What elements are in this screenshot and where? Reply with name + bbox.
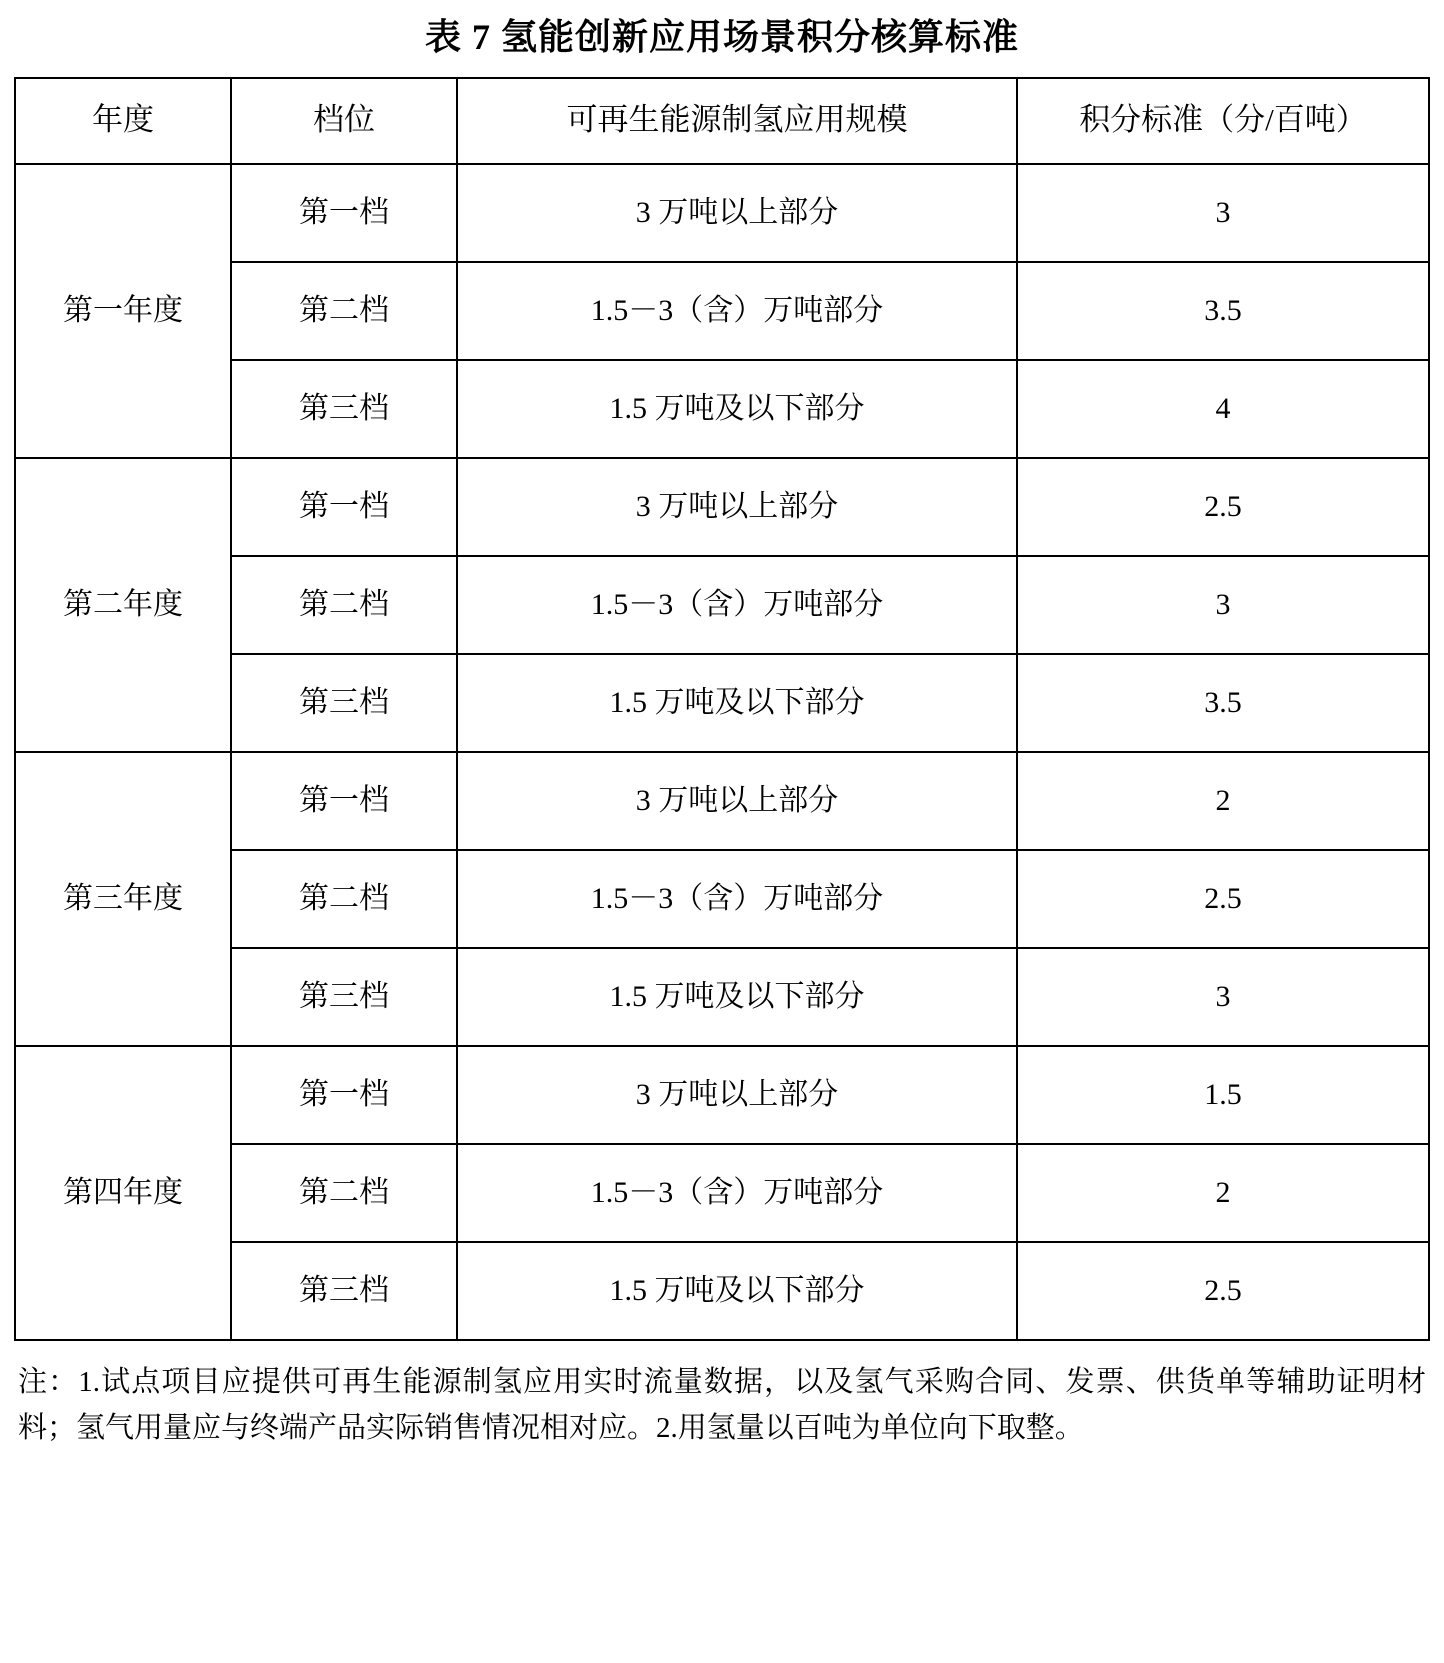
cell-scale: 1.5－3（含）万吨部分: [457, 556, 1017, 654]
cell-score: 2.5: [1017, 1242, 1429, 1340]
cell-tier: 第一档: [231, 164, 457, 262]
column-header-score: 积分标准（分/百吨）: [1017, 78, 1429, 164]
cell-scale: 1.5 万吨及以下部分: [457, 654, 1017, 752]
cell-year: 第四年度: [15, 1046, 231, 1340]
cell-score: 2.5: [1017, 850, 1429, 948]
table-row: [15, 164, 1429, 262]
cell-scale: 1.5 万吨及以下部分: [457, 360, 1017, 458]
table-note-text: 注：1.试点项目应提供可再生能源制氢应用实时流量数据，以及氢气采购合同、发票、供货单等辅助证明材料；氢气用量应与终端产品实际销售情况相对应。2.用氢量以百吨为单位向下取整。: [18, 1365, 1426, 1445]
cell-scale: 1.5 万吨及以下部分: [457, 1242, 1017, 1340]
cell-tier: 第二档: [231, 262, 457, 360]
cell-tier: 第二档: [231, 1144, 457, 1242]
cell-score: 3: [1017, 164, 1429, 262]
cell-score: 2: [1017, 752, 1429, 850]
cell-score: 3.5: [1017, 654, 1429, 752]
cell-score: 2.5: [1017, 458, 1429, 556]
cell-score: 4: [1017, 360, 1429, 458]
table-body: [15, 164, 1429, 1340]
cell-scale: 3 万吨以上部分: [457, 458, 1017, 556]
cell-tier: 第二档: [231, 556, 457, 654]
page-title: 表 7 氢能创新应用场景积分核算标准: [424, 17, 1019, 57]
cell-score: 3: [1017, 948, 1429, 1046]
cell-score: 3: [1017, 556, 1429, 654]
cell-tier: 第二档: [231, 850, 457, 948]
cell-score: 3.5: [1017, 262, 1429, 360]
column-header-tier: 档位: [231, 78, 457, 164]
table-row: [15, 752, 1429, 850]
cell-tier: 第一档: [231, 752, 457, 850]
cell-year: 第三年度: [15, 752, 231, 1046]
cell-score: 1.5: [1017, 1046, 1429, 1144]
column-header-scale: 可再生能源制氢应用规模: [457, 78, 1017, 164]
table-row: [15, 1046, 1429, 1144]
table-header: [15, 78, 1429, 164]
cell-year: 第一年度: [15, 164, 231, 458]
cell-tier: 第一档: [231, 1046, 457, 1144]
score-standard-table: [14, 77, 1430, 1341]
cell-tier: 第三档: [231, 360, 457, 458]
cell-scale: 3 万吨以上部分: [457, 1046, 1017, 1144]
cell-score: 2: [1017, 1144, 1429, 1242]
cell-tier: 第一档: [231, 458, 457, 556]
table-row: [15, 458, 1429, 556]
cell-scale: 3 万吨以上部分: [457, 164, 1017, 262]
column-header-year: 年度: [15, 78, 231, 164]
cell-scale: 1.5－3（含）万吨部分: [457, 262, 1017, 360]
cell-tier: 第三档: [231, 948, 457, 1046]
cell-year: 第二年度: [15, 458, 231, 752]
cell-scale: 3 万吨以上部分: [457, 752, 1017, 850]
cell-scale: 1.5 万吨及以下部分: [457, 948, 1017, 1046]
table-header-row: [15, 78, 1429, 164]
cell-scale: 1.5－3（含）万吨部分: [457, 850, 1017, 948]
table-note: [14, 1359, 1430, 1452]
cell-scale: 1.5－3（含）万吨部分: [457, 1144, 1017, 1242]
cell-tier: 第三档: [231, 1242, 457, 1340]
cell-tier: 第三档: [231, 654, 457, 752]
